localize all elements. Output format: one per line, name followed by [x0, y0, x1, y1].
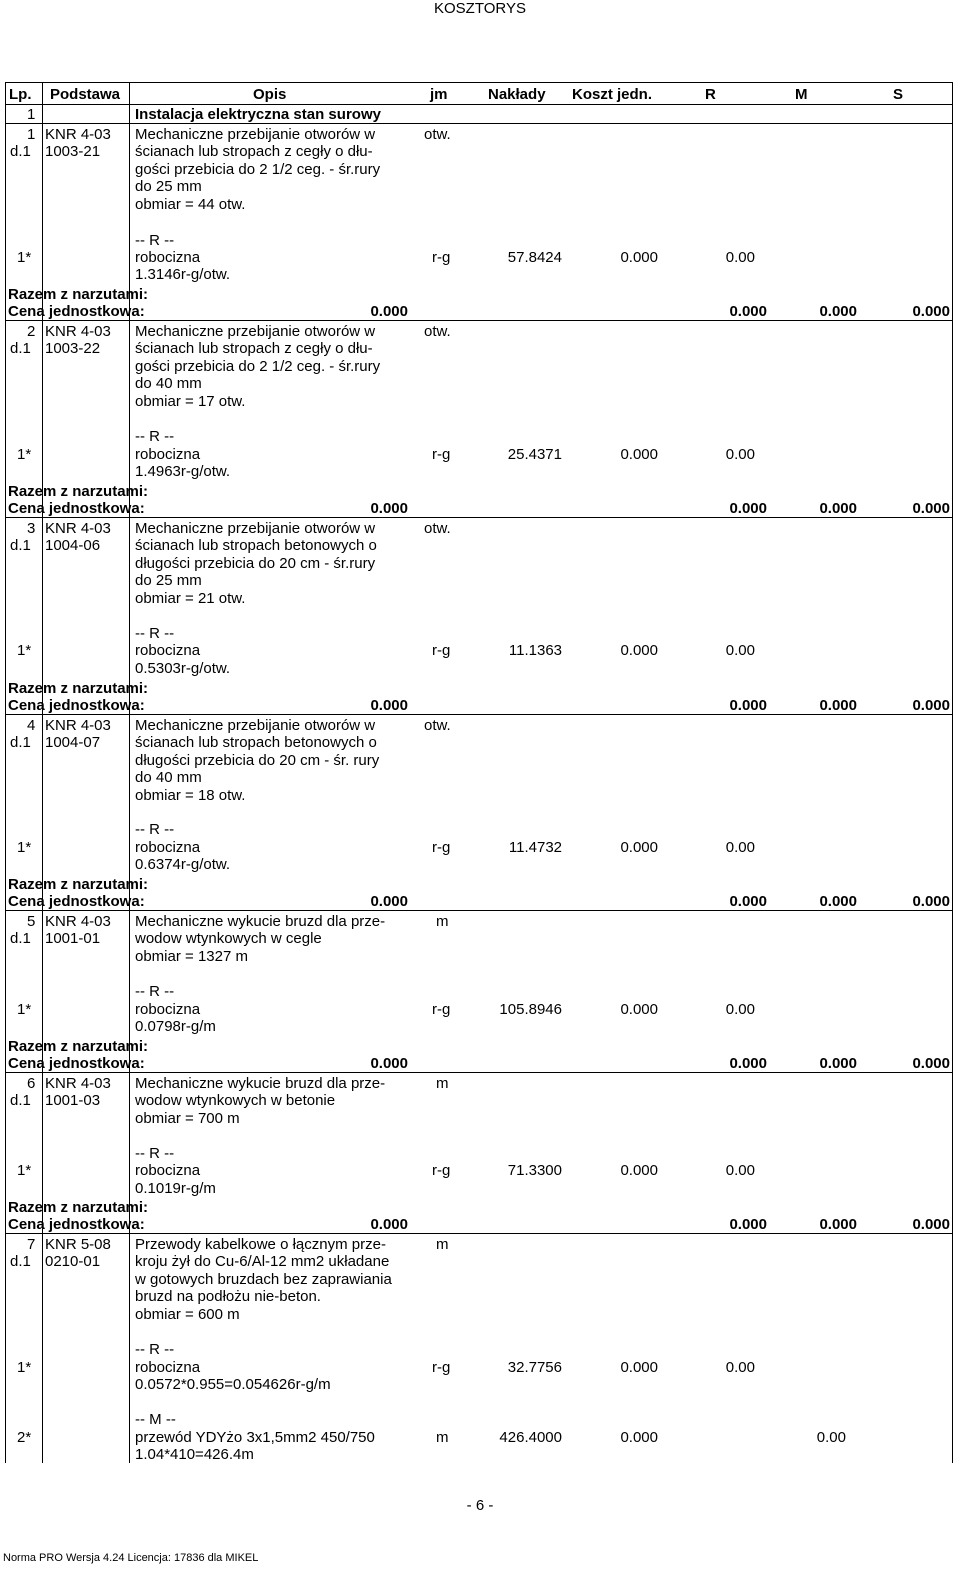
resource-norm: 1.4963r-g/otw. [135, 463, 231, 480]
item-basis-code: 1004-07 [45, 734, 101, 751]
item-description-line: Mechaniczne przebijanie otworów w [135, 126, 376, 143]
item-lp-sub: d.1 [10, 143, 31, 160]
item-description-line: długości przebicia do 20 cm - śr. rury [135, 752, 380, 769]
resource-number: 1* [17, 1359, 32, 1376]
item-description-line: obmiar = 1327 m [135, 948, 248, 965]
cena-value-r: 0.000 [729, 697, 767, 714]
resource-quantity: 32.7756 [507, 1359, 562, 1376]
resource-unit-price: 0.000 [620, 446, 658, 463]
cena-value-r: 0.000 [729, 1055, 767, 1072]
resource-number: 1* [17, 446, 32, 463]
resource-unit-price: 0.000 [620, 839, 658, 856]
header-m: M [795, 86, 808, 103]
razem-label: Razem z narzutami: [8, 483, 149, 500]
resource-value: 0.00 [725, 446, 755, 463]
resource-name: robocizna [135, 446, 201, 463]
header-koszt-jedn: Koszt jedn. [572, 86, 653, 103]
resource-marker: -- R -- [135, 1145, 175, 1162]
razem-label: Razem z narzutami: [8, 1038, 149, 1055]
resource-name: robocizna [135, 1162, 201, 1179]
item-description-line: ścianach lub stropach z cegły o dłu- [135, 340, 373, 357]
item-description-line: obmiar = 21 otw. [135, 590, 246, 607]
row-rule [5, 1233, 952, 1234]
item-description-line: Mechaniczne wykucie bruzd dla prze- [135, 1075, 386, 1092]
header-naklady: Nakłady [488, 86, 546, 103]
item-lp-sub: d.1 [10, 1253, 31, 1270]
material-unit: m [436, 1429, 449, 1446]
material-marker: -- M -- [135, 1411, 176, 1428]
cena-value-m: 0.000 [819, 893, 857, 910]
item-lp: 4 [27, 717, 36, 734]
item-unit: m [436, 1236, 449, 1253]
resource-number: 1* [17, 249, 32, 266]
page-number: - 6 - [466, 1497, 494, 1514]
item-description-line: ścianach lub stropach betonowych o [135, 734, 377, 751]
item-unit: otw. [424, 520, 451, 537]
item-description-line: Mechaniczne przebijanie otworów w [135, 520, 376, 537]
resource-norm: 0.1019r-g/m [135, 1180, 216, 1197]
cena-label: Cena jednostkowa: [8, 303, 145, 320]
resource-marker: -- R -- [135, 428, 175, 445]
item-lp-sub: d.1 [10, 930, 31, 947]
resource-quantity: 105.8946 [499, 1001, 562, 1018]
item-basis-code: 1001-03 [45, 1092, 101, 1109]
cena-value: 0.000 [370, 1055, 408, 1072]
item-basis-code: 1003-21 [45, 143, 101, 160]
item-description-line: ścianach lub stropach betonowych o [135, 537, 377, 554]
cena-label: Cena jednostkowa: [8, 1055, 145, 1072]
razem-label: Razem z narzutami: [8, 286, 149, 303]
header-jm: jm [430, 86, 448, 103]
item-basis-code: 1003-22 [45, 340, 101, 357]
cena-value-r: 0.000 [729, 893, 767, 910]
resource-value: 0.00 [725, 1001, 755, 1018]
cena-value-s: 0.000 [912, 1055, 950, 1072]
resource-quantity: 57.8424 [507, 249, 562, 266]
resource-unit: r-g [432, 1001, 451, 1018]
cena-value: 0.000 [370, 893, 408, 910]
item-lp-sub: d.1 [10, 537, 31, 554]
item-lp: 3 [27, 520, 36, 537]
header-podstawa: Podstawa [50, 86, 121, 103]
item-description-line: gości przebicia do 2 1/2 ceg. - śr.rury [135, 161, 381, 178]
item-basis: KNR 4-03 [45, 323, 111, 340]
resource-marker: -- R -- [135, 232, 175, 249]
resource-name: robocizna [135, 839, 201, 856]
resource-number: 1* [17, 1162, 32, 1179]
cena-value: 0.000 [370, 1216, 408, 1233]
item-description-line: bruzd na podłożu nie-beton. [135, 1288, 321, 1305]
item-unit: otw. [424, 323, 451, 340]
item-lp: 6 [27, 1075, 36, 1092]
resource-norm: 0.6374r-g/otw. [135, 856, 231, 873]
item-description-line: Mechaniczne wykucie bruzd dla prze- [135, 913, 386, 930]
resource-norm: 1.3146r-g/otw. [135, 266, 231, 283]
resource-value: 0.00 [725, 249, 755, 266]
cena-value-r: 0.000 [729, 500, 767, 517]
resource-norm: 0.5303r-g/otw. [135, 660, 231, 677]
item-description-line: ścianach lub stropach z cegły o dłu- [135, 143, 373, 160]
resource-norm: 0.0572*0.955=0.054626r-g/m [135, 1376, 331, 1393]
cena-value-m: 0.000 [819, 1055, 857, 1072]
cena-value-m: 0.000 [819, 697, 857, 714]
section-number: 1 [27, 106, 36, 123]
item-lp-sub: d.1 [10, 340, 31, 357]
cena-value-s: 0.000 [912, 697, 950, 714]
cena-label: Cena jednostkowa: [8, 1216, 145, 1233]
material-number: 2* [17, 1429, 32, 1446]
cena-value-s: 0.000 [912, 500, 950, 517]
item-description-line: kroju żył do Cu-6/Al-12 mm2 układane [135, 1253, 390, 1270]
cena-value-s: 0.000 [912, 303, 950, 320]
row-rule [5, 910, 952, 911]
page-title: KOSZTORYS [434, 0, 526, 17]
cena-label: Cena jednostkowa: [8, 893, 145, 910]
item-description-line: do 25 mm [135, 178, 202, 195]
item-lp: 2 [27, 323, 36, 340]
item-basis: KNR 4-03 [45, 717, 111, 734]
item-lp-sub: d.1 [10, 1092, 31, 1109]
resource-number: 1* [17, 1001, 32, 1018]
item-description-line: obmiar = 600 m [135, 1306, 240, 1323]
resource-quantity: 71.3300 [507, 1162, 562, 1179]
resource-quantity: 11.4732 [508, 839, 562, 856]
resource-marker: -- R -- [135, 983, 175, 1000]
resource-value: 0.00 [725, 1162, 755, 1179]
resource-name: robocizna [135, 249, 201, 266]
item-description-line: do 40 mm [135, 375, 202, 392]
cena-value-m: 0.000 [819, 500, 857, 517]
resource-marker: -- R -- [135, 1341, 175, 1358]
item-description-line: gości przebicia do 2 1/2 ceg. - śr.rury [135, 358, 381, 375]
material-name: przewód YDYżo 3x1,5mm2 450/750 [135, 1429, 375, 1446]
item-description-line: wodow wtynkowych w cegle [135, 930, 322, 947]
item-unit: otw. [424, 717, 451, 734]
footer-license: Norma PRO Wersja 4.24 Licencja: 17836 dla MIKEL [3, 1552, 259, 1564]
resource-unit: r-g [432, 1162, 451, 1179]
resource-name: robocizna [135, 1359, 201, 1376]
item-description-line: do 25 mm [135, 572, 202, 589]
item-description-line: długości przebicia do 20 cm - śr.rury [135, 555, 376, 572]
item-lp-sub: d.1 [10, 734, 31, 751]
cena-value-r: 0.000 [729, 303, 767, 320]
item-unit: m [436, 1075, 449, 1092]
resource-marker: -- R -- [135, 625, 175, 642]
row-rule [5, 714, 952, 715]
cena-value: 0.000 [370, 500, 408, 517]
material-unit-price: 0.000 [620, 1429, 658, 1446]
cena-value-r: 0.000 [729, 1216, 767, 1233]
item-description-line: wodow wtynkowych w betonie [135, 1092, 336, 1109]
row-rule [5, 320, 952, 321]
cena-value: 0.000 [370, 697, 408, 714]
cena-value-s: 0.000 [912, 1216, 950, 1233]
cena-value-m: 0.000 [819, 1216, 857, 1233]
item-description-line: Przewody kabelkowe o łącznym prze- [135, 1236, 386, 1253]
item-basis: KNR 4-03 [45, 520, 111, 537]
header-r: R [705, 86, 716, 103]
resource-unit: r-g [432, 1359, 451, 1376]
material-norm: 1.04*410=426.4m [135, 1446, 254, 1463]
cena-value-s: 0.000 [912, 893, 950, 910]
item-basis-code: 1001-01 [45, 930, 101, 947]
resource-name: robocizna [135, 1001, 201, 1018]
item-basis: KNR 4-03 [45, 913, 111, 930]
row-rule [5, 1072, 952, 1073]
item-lp: 1 [27, 126, 36, 143]
resource-unit-price: 0.000 [620, 1359, 658, 1376]
row-rule [5, 517, 952, 518]
resource-value: 0.00 [725, 839, 755, 856]
item-description-line: obmiar = 18 otw. [135, 787, 246, 804]
resource-norm: 0.0798r-g/m [135, 1018, 216, 1035]
item-description-line: obmiar = 700 m [135, 1110, 240, 1127]
resource-marker: -- R -- [135, 821, 175, 838]
section-title: Instalacja elektryczna stan surowy [135, 106, 381, 123]
item-basis: KNR 5-08 [45, 1236, 111, 1253]
resource-value: 0.00 [725, 1359, 755, 1376]
item-description-line: Mechaniczne przebijanie otworów w [135, 717, 376, 734]
razem-label: Razem z narzutami: [8, 1199, 149, 1216]
item-description-line: obmiar = 44 otw. [135, 196, 246, 213]
item-lp: 5 [27, 913, 36, 930]
material-value: 0.00 [816, 1429, 846, 1446]
header-opis: Opis [253, 86, 287, 103]
razem-label: Razem z narzutami: [8, 680, 149, 697]
item-description-line: Mechaniczne przebijanie otworów w [135, 323, 376, 340]
material-quantity: 426.4000 [499, 1429, 562, 1446]
item-unit: otw. [424, 126, 451, 143]
cena-label: Cena jednostkowa: [8, 500, 145, 517]
resource-unit-price: 0.000 [620, 1162, 658, 1179]
item-description-line: w gotowych bruzdach bez zaprawiania [135, 1271, 392, 1288]
resource-unit: r-g [432, 446, 451, 463]
resource-number: 1* [17, 839, 32, 856]
item-basis-code: 0210-01 [45, 1253, 101, 1270]
resource-unit: r-g [432, 249, 451, 266]
item-description-line: do 40 mm [135, 769, 202, 786]
resource-unit-price: 0.000 [620, 1001, 658, 1018]
resource-number: 1* [17, 642, 32, 659]
cena-value: 0.000 [370, 303, 408, 320]
item-basis-code: 1004-06 [45, 537, 101, 554]
item-basis: KNR 4-03 [45, 1075, 111, 1092]
item-lp: 7 [27, 1236, 36, 1253]
resource-value: 0.00 [725, 642, 755, 659]
item-unit: m [436, 913, 449, 930]
resource-unit-price: 0.000 [620, 249, 658, 266]
item-basis: KNR 4-03 [45, 126, 111, 143]
resource-quantity: 25.4371 [507, 446, 562, 463]
item-description-line: obmiar = 17 otw. [135, 393, 246, 410]
resource-unit-price: 0.000 [620, 642, 658, 659]
razem-label: Razem z narzutami: [8, 876, 149, 893]
row-rule [5, 123, 952, 124]
cena-label: Cena jednostkowa: [8, 697, 145, 714]
resource-unit: r-g [432, 642, 451, 659]
resource-quantity: 11.1363 [508, 642, 562, 659]
cena-value-m: 0.000 [819, 303, 857, 320]
header-s: S [893, 86, 904, 103]
resource-unit: r-g [432, 839, 451, 856]
resource-name: robocizna [135, 642, 201, 659]
header-lp: Lp. [9, 86, 32, 103]
